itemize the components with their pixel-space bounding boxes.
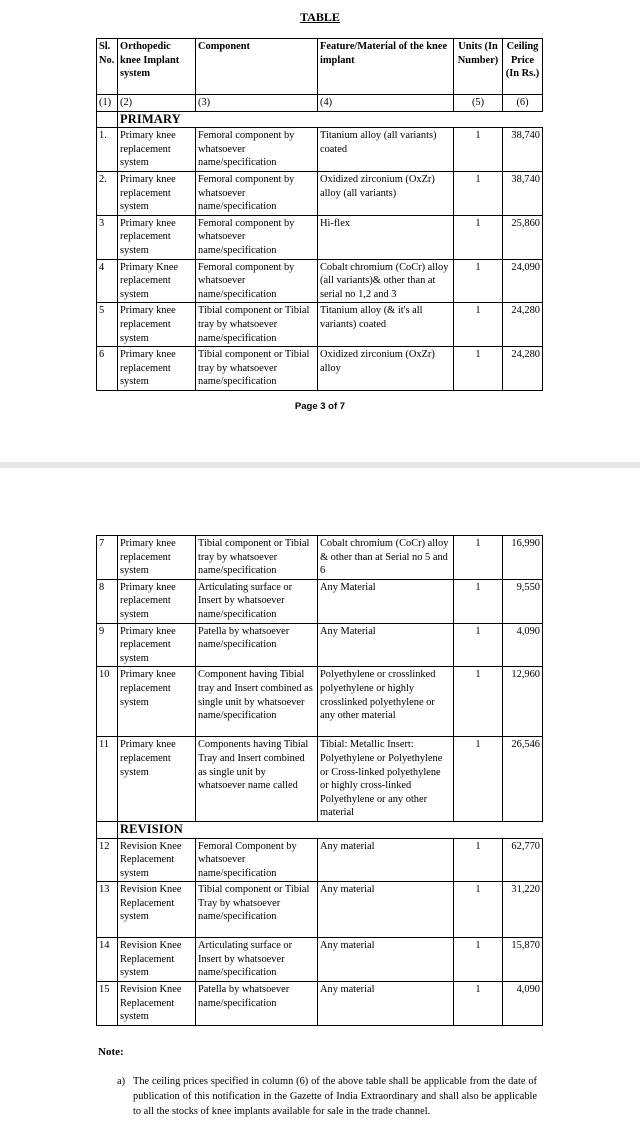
column-number: (2) [118, 95, 196, 112]
cell-feature: Any material [318, 982, 454, 1026]
column-number: (4) [318, 95, 454, 112]
cell-system: Primary knee replacement system [118, 128, 196, 172]
cell-sl-no: 11 [97, 737, 118, 822]
cell-component: Tibial component or Tibial Tray by whatsoever name/specification [196, 882, 318, 938]
header-price: Ceiling Price (In Rs.) [503, 39, 543, 95]
cell-sl-no: 9 [97, 623, 118, 667]
section-row-revision [97, 821, 543, 838]
cell-system: Primary knee replacement system [118, 303, 196, 347]
cell-feature: Cobalt chromium (CoCr) alloy (all variants)& other than at serial no 1,2 and 3 [318, 259, 454, 303]
cell-system: Primary knee replacement system [118, 215, 196, 259]
table-row [97, 737, 543, 822]
table-row [97, 347, 543, 391]
cell-price: 25,860 [503, 215, 543, 259]
note-heading: Note: [98, 1046, 124, 1058]
cell-sl-no: 7 [97, 536, 118, 580]
price-table-page-3 [96, 38, 543, 391]
header-system: Orthopedic knee Implant system [118, 39, 196, 95]
cell-system: Revision Knee Replacement system [118, 882, 196, 938]
cell-system: Primary knee replacement system [118, 536, 196, 580]
cell-feature: Any material [318, 882, 454, 938]
cell-price: 15,870 [503, 938, 543, 982]
cell-sl-no: 10 [97, 667, 118, 737]
header-feature: Feature/Material of the knee implant [318, 39, 454, 95]
header-component: Component [196, 39, 318, 95]
header-row [97, 39, 543, 95]
cell-system: Revision Knee Replacement system [118, 838, 196, 882]
cell-system: Primary knee replacement system [118, 347, 196, 391]
column-number-row [97, 95, 543, 112]
cell-units: 1 [454, 737, 503, 822]
cell-price: 62,770 [503, 838, 543, 882]
cell-price: 26,546 [503, 737, 543, 822]
section-primary-label: PRIMARY [118, 111, 543, 128]
cell-feature: Any Material [318, 579, 454, 623]
cell-price: 16,990 [503, 536, 543, 580]
cell-component: Articulating surface or Insert by whatsoever name/specification [196, 579, 318, 623]
cell-component: Tibial component or Tibial tray by whatsoever name/specification [196, 303, 318, 347]
cell-units: 1 [454, 623, 503, 667]
cell-units: 1 [454, 259, 503, 303]
cell-sl-no: 12 [97, 838, 118, 882]
cell-units: 1 [454, 579, 503, 623]
cell-units: 1 [454, 536, 503, 580]
cell-sl-no: 2. [97, 171, 118, 215]
column-number: (5) [454, 95, 503, 112]
cell-feature: Polyethylene or crosslinked polyethylene or highly crosslinked polyethylene or any other material [318, 667, 454, 737]
cell-feature: Titanium alloy (& it's all variants) coated [318, 303, 454, 347]
cell-component: Components having Tibial Tray and Insert combined as single unit by whatsoever name called [196, 737, 318, 822]
table-row [97, 579, 543, 623]
section-revision-label: REVISION [118, 821, 543, 838]
cell-system: Primary Knee replacement system [118, 259, 196, 303]
cell-feature: Any material [318, 838, 454, 882]
cell-component: Articulating surface or Insert by whatsoever name/specification [196, 938, 318, 982]
cell-component: Femoral component by whatsoever name/specification [196, 128, 318, 172]
cell-system: Primary knee replacement system [118, 579, 196, 623]
cell-price: 24,280 [503, 303, 543, 347]
cell-price: 12,960 [503, 667, 543, 737]
table-row [97, 128, 543, 172]
cell-component: Femoral component by whatsoever name/specification [196, 259, 318, 303]
cell-sl-no: 1. [97, 128, 118, 172]
page-3 [0, 0, 640, 462]
table-row [97, 259, 543, 303]
note-item [117, 1074, 537, 1120]
cell-sl-no: 6 [97, 347, 118, 391]
cell-component: Patella by whatsoever name/specification [196, 623, 318, 667]
cell-feature: Oxidized zirconium (OxZr) alloy [318, 347, 454, 391]
cell-units: 1 [454, 838, 503, 882]
cell-units: 1 [454, 215, 503, 259]
table-row [97, 215, 543, 259]
cell-price: 4,090 [503, 623, 543, 667]
note-item-text: The ceiling prices specified in column (6) of the above table shall be applicable from the date of publication of this notification in the Gazette of India Extraordinary and shall also be applicable to all the stocks of knee implants available for sale in the trade channel. [133, 1076, 537, 1118]
cell-system: Primary knee replacement system [118, 667, 196, 737]
cell-component: Femoral Component by whatsoever name/specification [196, 838, 318, 882]
table-title: TABLE [300, 10, 340, 24]
cell-units: 1 [454, 347, 503, 391]
cell-system: Primary knee replacement system [118, 623, 196, 667]
table-row [97, 838, 543, 882]
cell-units: 1 [454, 882, 503, 938]
cell-feature: Any Material [318, 623, 454, 667]
cell-feature: Any material [318, 938, 454, 982]
table-row [97, 982, 543, 1026]
column-number: (3) [196, 95, 318, 112]
cell-component: Patella by whatsoever name/specification [196, 982, 318, 1026]
cell-sl-no: 5 [97, 303, 118, 347]
cell-sl-no: 4 [97, 259, 118, 303]
cell-sl-no: 13 [97, 882, 118, 938]
page-4 [0, 468, 640, 1137]
cell-price: 38,740 [503, 128, 543, 172]
cell-component: Femoral component by whatsoever name/specification [196, 215, 318, 259]
cell-component: Component having Tibial tray and Insert combined as single unit by whatsoever name/specification [196, 667, 318, 737]
header-units: Units (In Number) [454, 39, 503, 95]
table-row [97, 882, 543, 938]
price-table-page-4 [96, 535, 543, 1026]
cell-price: 24,280 [503, 347, 543, 391]
cell-component: Femoral component by whatsoever name/specification [196, 171, 318, 215]
cell-feature: Oxidized zirconium (OxZr) alloy (all variants) [318, 171, 454, 215]
cell-units: 1 [454, 667, 503, 737]
cell-units: 1 [454, 303, 503, 347]
cell-component: Tibial component or Tibial tray by whatsoever name/specification [196, 347, 318, 391]
cell-price: 38,740 [503, 171, 543, 215]
cell-system: Primary knee replacement system [118, 171, 196, 215]
cell-price: 24,090 [503, 259, 543, 303]
column-number: (6) [503, 95, 543, 112]
cell-system: Revision Knee Replacement system [118, 938, 196, 982]
cell-system: Primary knee replacement system [118, 737, 196, 822]
table-row [97, 171, 543, 215]
cell-component: Tibial component or Tibial tray by whatsoever name/specification [196, 536, 318, 580]
section-row-primary [97, 111, 543, 128]
cell-sl-no: 8 [97, 579, 118, 623]
cell-price: 31,220 [503, 882, 543, 938]
cell-feature: Titanium alloy (all variants) coated [318, 128, 454, 172]
cell-units: 1 [454, 128, 503, 172]
column-number: (1) [97, 95, 118, 112]
table-row [97, 667, 543, 737]
table-row [97, 536, 543, 580]
cell-feature: Hi-flex [318, 215, 454, 259]
cell-feature: Tibial: Metallic Insert: Polyethylene or Polyethylene or Cross-linked polyethylene or highly cross-linked Polyethylene or any other material [318, 737, 454, 822]
cell-sl-no: 3 [97, 215, 118, 259]
cell-feature: Cobalt chromium (CoCr) alloy & other than at Serial no 5 and 6 [318, 536, 454, 580]
table-row [97, 623, 543, 667]
cell-price: 4,090 [503, 982, 543, 1026]
note-item-label: a) [117, 1076, 126, 1087]
header-sl-no: Sl. No. [97, 39, 118, 95]
cell-units: 1 [454, 982, 503, 1026]
table-row [97, 938, 543, 982]
cell-sl-no: 15 [97, 982, 118, 1026]
cell-sl-no: 14 [97, 938, 118, 982]
cell-units: 1 [454, 171, 503, 215]
cell-price: 9,550 [503, 579, 543, 623]
page-number: Page 3 of 7 [294, 401, 346, 412]
cell-units: 1 [454, 938, 503, 982]
table-row [97, 303, 543, 347]
cell-system: Revision Knee Replacement system [118, 982, 196, 1026]
